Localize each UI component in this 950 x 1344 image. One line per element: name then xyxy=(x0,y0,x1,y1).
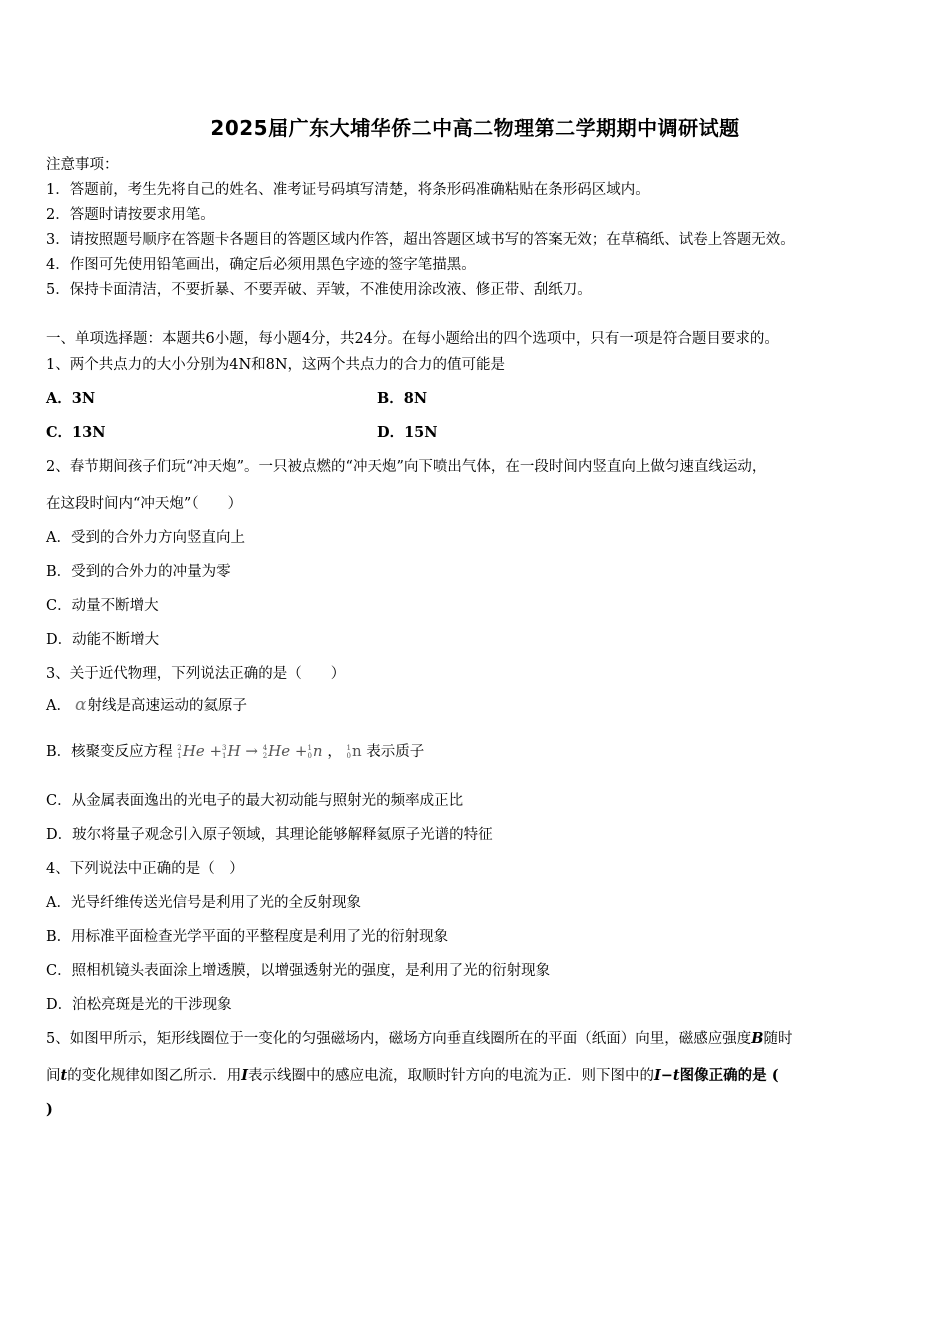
q5-var-t: t xyxy=(60,1067,68,1084)
q3-option-b-suffix: 表示质子 xyxy=(366,744,425,760)
notice-item-5: 5．保持卡面清洁，不要折暴、不要弄破、弄皱，不准使用涂改液、修正带、刮纸刀。 xyxy=(46,282,592,298)
notice-item-4: 4．作图可先使用铅笔画出，确定后必须用黑色字迹的签字笔描黑。 xyxy=(46,257,476,273)
q5-var-b: B xyxy=(751,1030,764,1047)
q5-text: 图像正确的是 ( xyxy=(679,1067,779,1084)
q3-option-b xyxy=(46,740,424,761)
q5-text: 间 xyxy=(46,1068,61,1084)
q5-text: 表示线圈中的感应电流，取顺时针方向的电流为正．则下图中的 xyxy=(248,1068,654,1084)
q3-option-a-text: 射线是高速运动的氦原子 xyxy=(87,698,247,714)
section-heading: 一、单项选择题：本题共6小题，每小题4分，共24分。在每小题给出的四个选项中，只有一项是符合题目要求的。 xyxy=(46,331,779,347)
q2-stem-line2: 在这段时间内“冲天炮”（ ） xyxy=(46,496,243,512)
alpha-symbol: α xyxy=(74,695,87,715)
page-title: 2025届广东大埔华侨二中高二物理第二学期期中调研试题 xyxy=(210,116,740,140)
q4-option-c: C．照相机镜头表面涂上增透膜，以增强透射光的强度，是利用了光的衍射现象 xyxy=(46,963,551,979)
q2-option-d: D．动能不断增大 xyxy=(46,632,160,648)
q5-stem-line1 xyxy=(46,1027,793,1048)
q5-stem-line2 xyxy=(46,1064,779,1085)
q1-option-d: D．15N xyxy=(377,424,438,441)
q4-stem: 4、下列说法中正确的是（ ） xyxy=(46,861,244,877)
q4-option-a: A．光导纤维传送光信号是利用了光的全反射现象 xyxy=(46,895,361,911)
notice-heading: 注意事项： xyxy=(46,157,119,173)
notice-item-1: 1．答题前，考生先将自己的姓名、准考证号码填写清楚，将条形码准确粘贴在条形码区域内。 xyxy=(46,182,650,198)
fusion-equation: 2 1 He + 3 1 H → 4 2 He + 1 0 n xyxy=(177,742,328,760)
q5-var-it: I−t xyxy=(654,1067,680,1084)
notice-item-2: 2．答题时请按要求用笔。 xyxy=(46,207,215,223)
q2-option-c: C．动量不断增大 xyxy=(46,598,159,614)
q5-text: 随时 xyxy=(763,1031,793,1047)
q3-stem: 3、关于近代物理，下列说法正确的是（ ） xyxy=(46,666,346,682)
q3-option-b-prefix: B．核聚变反应方程 xyxy=(46,744,173,760)
neutron-symbol: 1 0 n xyxy=(346,742,362,760)
q2-option-b: B．受到的合外力的冲量为零 xyxy=(46,564,231,580)
q1-option-b: B．8N xyxy=(377,390,428,407)
q5-stem-line3: ) xyxy=(46,1101,53,1118)
q1-option-c: C．13N xyxy=(46,424,106,441)
notice-item-3: 3．请按照题号顺序在答题卡各题目的答题区域内作答，超出答题区域书写的答案无效；在草稿纸、试卷上答题无效。 xyxy=(46,232,795,248)
q3-option-b-comma: ， xyxy=(327,744,342,760)
q4-option-d: D．泊松亮斑是光的干涉现象 xyxy=(46,997,232,1013)
q1-stem: 1、两个共点力的大小分别为4N和8N，这两个共点力的合力的值可能是 xyxy=(46,357,506,373)
q4-option-b: B．用标准平面检查光学平面的平整程度是利用了光的衍射现象 xyxy=(46,929,449,945)
q3-option-a-prefix: A． xyxy=(46,698,71,714)
q5-var-i: I xyxy=(241,1067,248,1084)
q3-option-a xyxy=(46,694,247,715)
q2-option-a: A．受到的合外力方向竖直向上 xyxy=(46,530,245,546)
q3-option-d: D．玻尔将量子观念引入原子领域，其理论能够解释氦原子光谱的特征 xyxy=(46,827,493,843)
q5-text: 5、如图甲所示，矩形线圈位于一变化的匀强磁场内，磁场方向垂直线圈所在的平面（纸面）向里，磁感应强度 xyxy=(46,1031,752,1047)
q5-text: 的变化规律如图乙所示．用 xyxy=(67,1068,242,1084)
q2-stem-line1: 2、春节期间孩子们玩“冲天炮”。一只被点燃的“冲天炮”向下喷出气体，在一段时间内竖直向上做匀速直线运动， xyxy=(46,459,767,475)
q1-option-a: A．3N xyxy=(46,390,96,407)
q3-option-c: C．从金属表面逸出的光电子的最大初动能与照射光的频率成正比 xyxy=(46,793,464,809)
